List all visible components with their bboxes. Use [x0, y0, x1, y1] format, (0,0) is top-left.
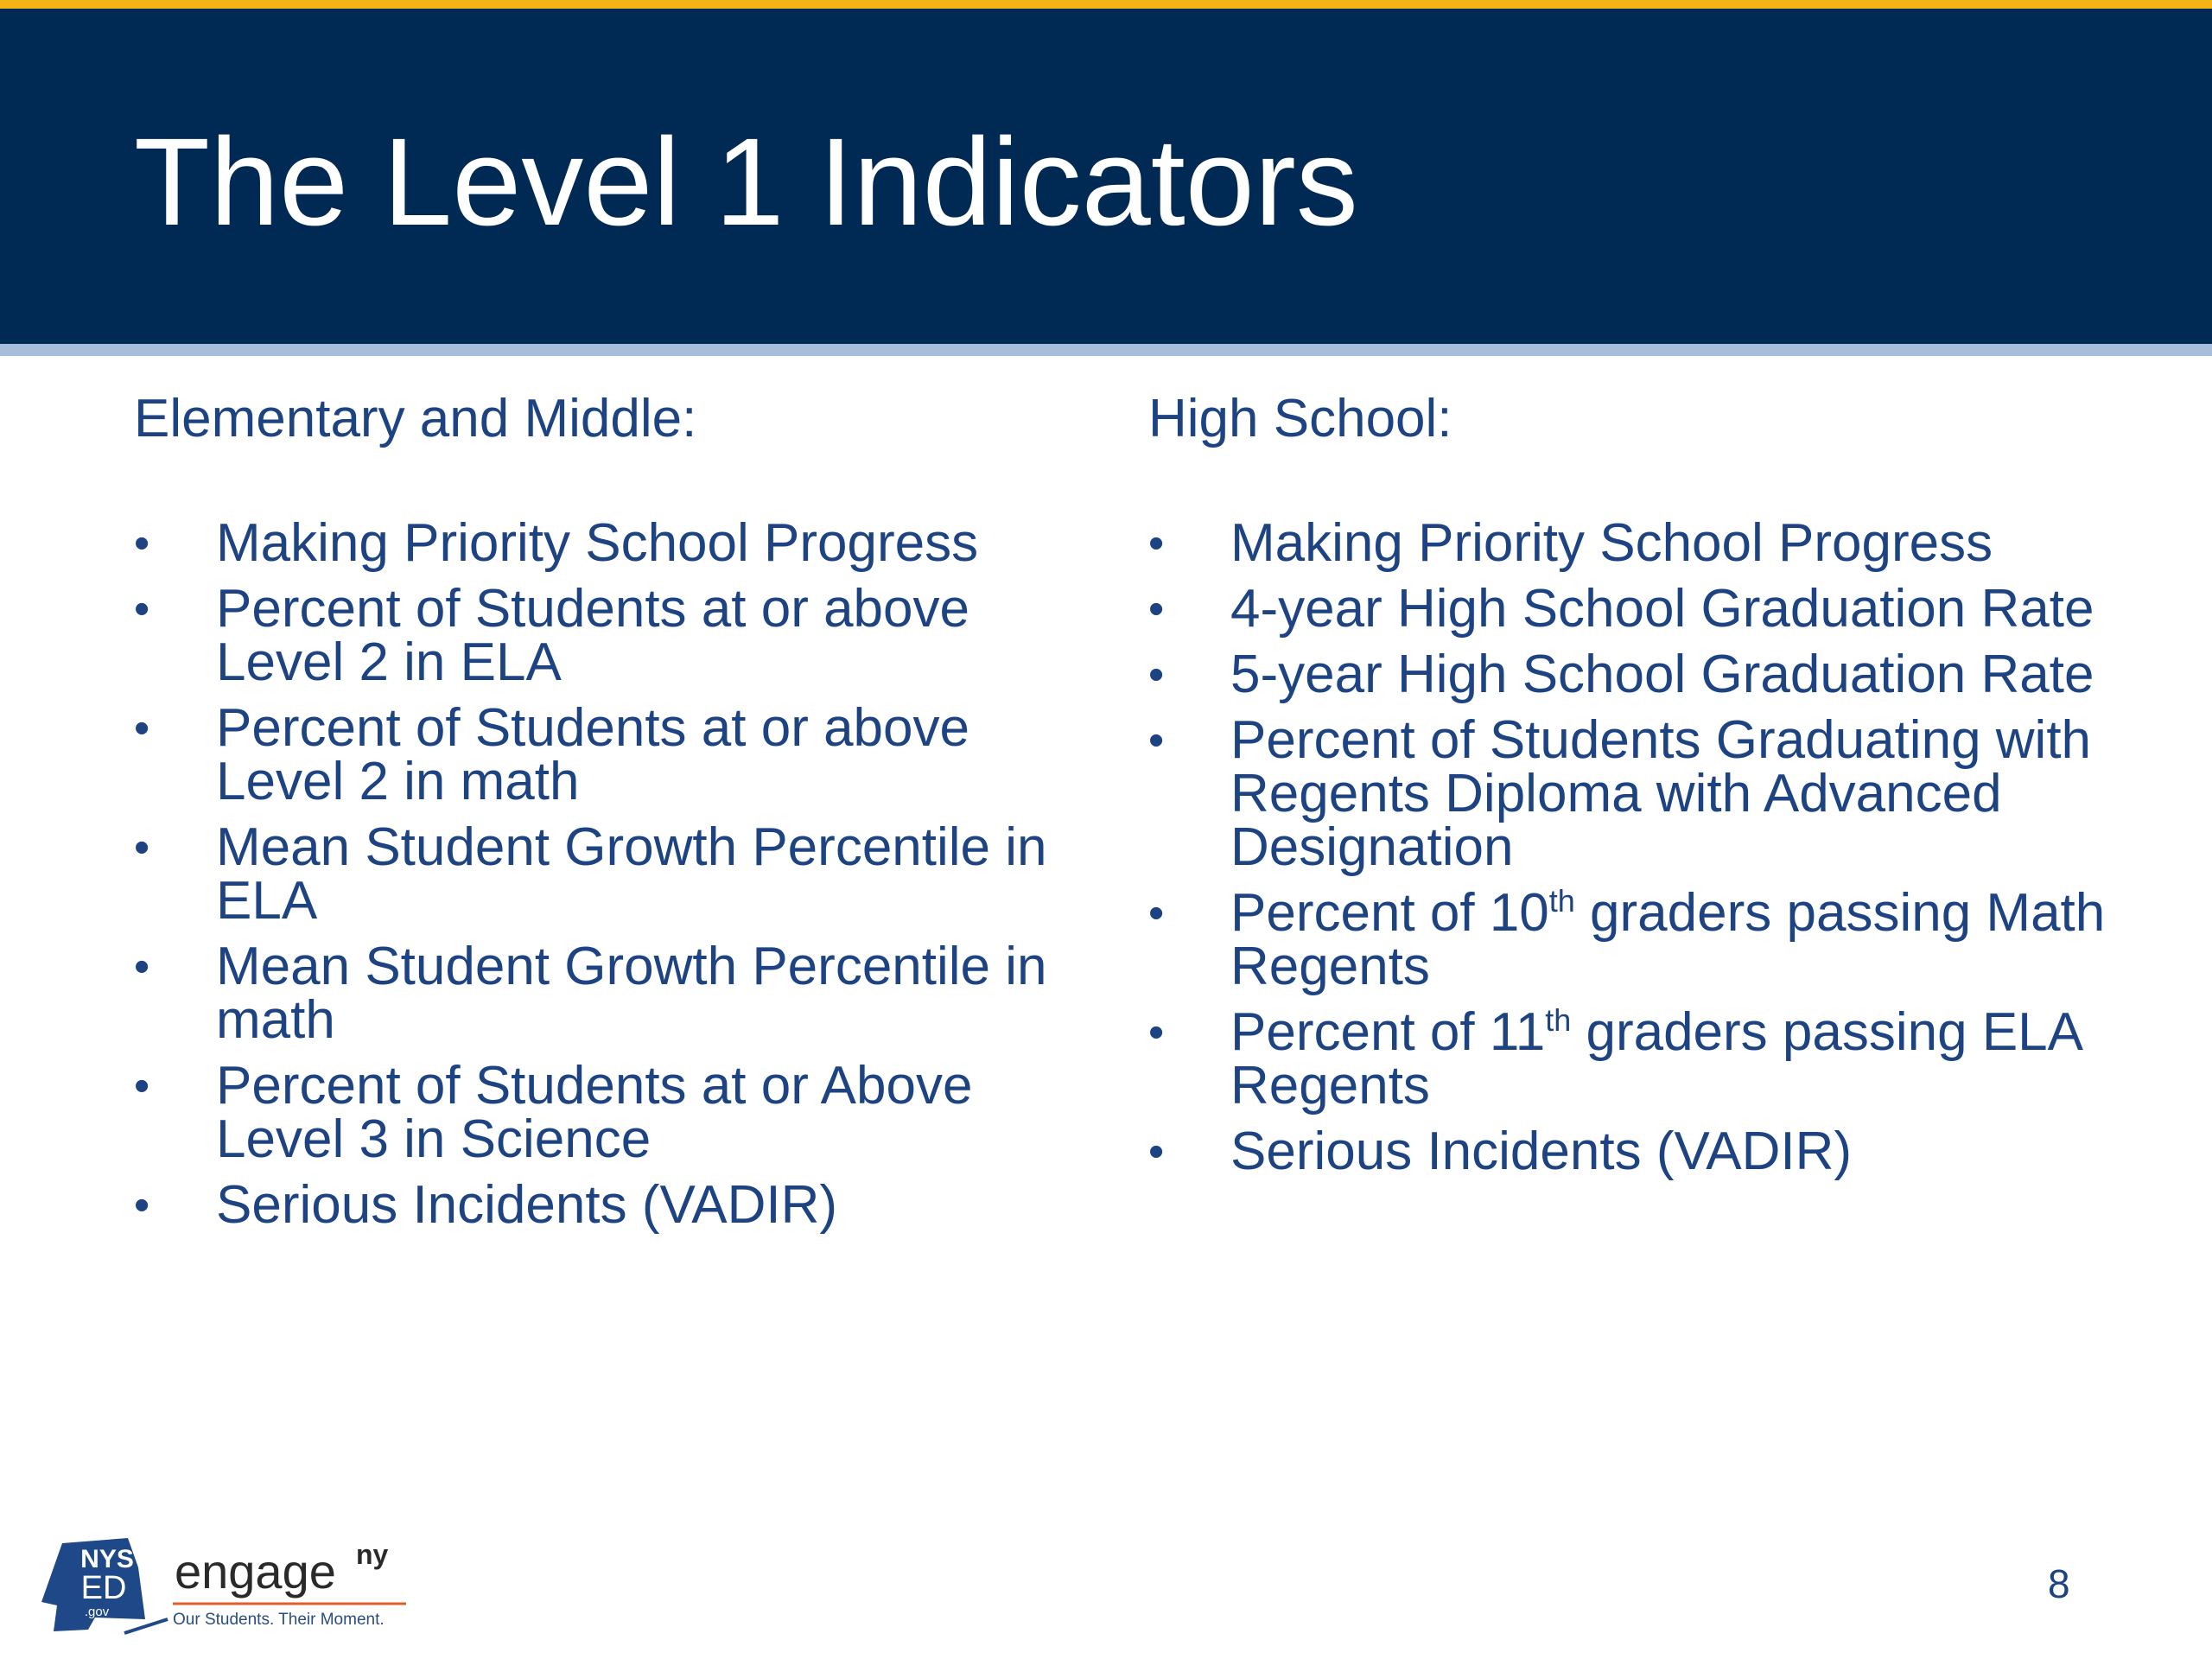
list-item	[134, 937, 1084, 1050]
list-item	[1148, 883, 2142, 996]
engage-wordmark: engage	[175, 1544, 336, 1599]
list-item	[134, 513, 1084, 573]
bullet-icon: •	[1148, 1127, 1165, 1177]
bullet-icon: •	[1148, 650, 1165, 700]
list-item-text: Percent of Students Graduating with Regents Diploma with Advanced Designation	[1230, 710, 2092, 877]
bullet-icon: •	[134, 1180, 150, 1230]
list-item-text: 4-year High School Graduation Rate	[1230, 579, 2094, 639]
ordinal-superscript: th	[1548, 883, 1575, 918]
list-item-text: Serious Incidents (VADIR)	[216, 1175, 837, 1235]
nysed-logo-icon	[38, 1522, 418, 1637]
nysed-gov-text: .gov	[84, 1605, 110, 1619]
list-item	[134, 817, 1084, 931]
elementary-middle-list	[134, 513, 1084, 1235]
list-item-text-part: Percent of 10	[1230, 883, 1549, 943]
engageny-logo	[38, 1522, 418, 1637]
bullet-icon: •	[1148, 715, 1165, 766]
elementary-middle-heading: Elementary and Middle:	[134, 389, 697, 448]
list-item	[1148, 1002, 2142, 1116]
list-item-text: Making Priority School Progress	[1230, 513, 1993, 573]
bullet-icon: •	[134, 584, 150, 634]
list-item	[1148, 1122, 2142, 1181]
ordinal-superscript: th	[1545, 1002, 1572, 1038]
bullet-icon: •	[134, 942, 150, 992]
page-number: 8	[2048, 1561, 2070, 1606]
list-item-text: Making Priority School Progress	[216, 513, 979, 573]
list-item-text: 5-year High School Graduation Rate	[1230, 645, 2094, 704]
bullet-icon: •	[134, 823, 150, 873]
bullet-icon: •	[1148, 888, 1165, 938]
list-item	[134, 1175, 1084, 1235]
list-item-text: Serious Incidents (VADIR)	[1230, 1122, 1852, 1181]
ny-superscript: ny	[356, 1539, 389, 1570]
bullet-icon: •	[134, 1061, 150, 1111]
bullet-icon: •	[134, 703, 150, 753]
nysed-ed-text: ED	[80, 1570, 127, 1606]
list-item-text: Percent of Students at or above Level 2 in ELA	[216, 579, 969, 692]
list-item-text: Percent of Students at or Above Level 3 in Science	[216, 1056, 973, 1169]
bullet-icon: •	[1148, 518, 1165, 569]
logo-swoosh	[124, 1619, 168, 1633]
bullet-icon: •	[134, 518, 150, 569]
top-gold-stripe	[0, 0, 2212, 9]
bullet-icon: •	[1148, 584, 1165, 634]
list-item-text	[1230, 883, 2142, 996]
list-item	[134, 1056, 1084, 1169]
nysed-nys-text: NYS	[80, 1545, 134, 1573]
list-item	[1148, 645, 2142, 704]
list-item	[134, 579, 1084, 692]
high-school-list	[1148, 513, 2142, 1181]
elementary-middle-column	[134, 384, 1084, 1244]
bullet-icon: •	[1148, 1007, 1165, 1058]
list-item-text	[1230, 1002, 2142, 1116]
list-item-text: Mean Student Growth Percentile in math	[216, 937, 1047, 1050]
list-item-text-part: Percent of 11	[1230, 1002, 1546, 1062]
list-item-text: Mean Student Growth Percentile in ELA	[216, 817, 1047, 931]
high-school-heading: High School:	[1148, 389, 1452, 448]
list-item-text-part: graders passing Math Regents	[1230, 883, 2106, 996]
list-item-text-part: graders passing ELA Regents	[1230, 1002, 2081, 1116]
list-item	[1148, 513, 2142, 573]
header-accent-stripe	[0, 344, 2212, 356]
list-item	[134, 698, 1084, 811]
list-item	[1148, 710, 2142, 877]
logo-tagline: Our Students. Their Moment.	[173, 1611, 385, 1629]
high-school-column	[1148, 384, 2142, 1191]
slide-title: The Level 1 Indicators	[134, 112, 1358, 251]
list-item	[1148, 579, 2142, 639]
list-item-text: Percent of Students at or above Level 2 in math	[216, 698, 969, 811]
